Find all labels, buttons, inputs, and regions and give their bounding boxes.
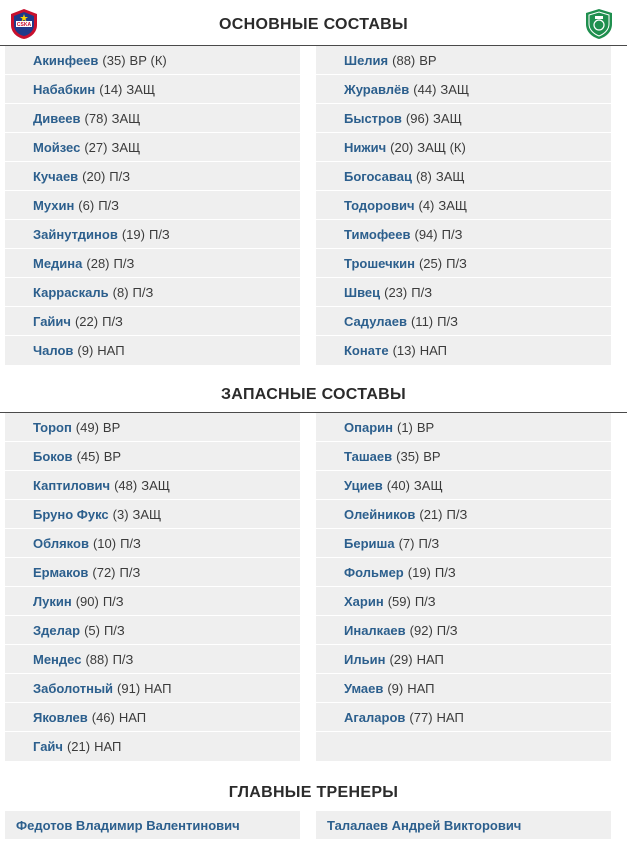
player-row[interactable] [5,587,300,616]
player-number: (25) [418,255,443,271]
player-name[interactable]: Карраскаль [33,284,109,300]
player-name[interactable]: Гайич [33,313,71,329]
player-name[interactable]: Каптилович [33,477,111,493]
player-number: (46) [91,709,115,725]
player-number: (92) [409,622,433,638]
player-position: ЗАЩ [126,81,156,97]
player-name[interactable]: Трошечкин [344,255,415,271]
player-name[interactable]: Журавлёв [344,81,410,97]
player-row[interactable] [316,558,611,587]
player-row[interactable] [5,500,300,529]
player-number: (19) [121,226,145,242]
player-position: ЗАЩ [111,110,141,126]
player-name[interactable]: Тороп [33,419,72,435]
away-lineup-list [316,46,611,365]
player-position: П/З [132,284,154,300]
player-number: (20) [390,139,414,155]
player-row[interactable] [5,732,300,761]
player-position: ЗАЩ [435,168,465,184]
player-number: (9) [77,343,94,358]
player-position: П/З [446,506,468,522]
player-name[interactable]: Заболотный [33,680,114,696]
player-position: П/З [436,622,458,638]
player-name[interactable]: Богосавац [344,168,412,184]
player-number: (9) [387,680,404,696]
player-number: (59) [387,593,411,609]
player-number: (77) [409,709,433,725]
player-number: (1) [396,419,413,435]
player-name[interactable]: Фольмер [344,564,404,580]
player-position: ВР (К) [129,52,167,68]
player-position: ЗАЩ [132,506,162,522]
player-row[interactable] [5,249,300,278]
player-position: П/З [102,313,123,329]
player-row[interactable] [316,104,611,133]
player-row[interactable] [5,413,300,442]
player-name[interactable]: Олейников [344,506,416,522]
player-name[interactable]: Быстров [344,110,402,126]
away-coach[interactable]: Талалаев Андрей Викторович [316,811,611,839]
player-position: ЗАЩ [111,139,141,155]
player-name[interactable]: Бруно Фукс [33,506,109,522]
player-row[interactable] [5,220,300,249]
player-number: (3) [112,506,129,522]
player-number: (91) [117,680,141,696]
player-position: П/З [103,622,125,638]
player-name[interactable]: Тодорович [344,197,415,213]
player-name[interactable]: Конате [344,343,389,358]
player-position: П/З [418,535,440,551]
player-position: ВР [416,419,435,435]
player-position: ЗАЩ (К) [417,139,466,155]
player-number: (22) [74,313,99,329]
player-name[interactable]: Харин [344,593,384,609]
player-position: П/З [148,226,170,242]
starting-lineups-header [0,0,627,46]
player-position: П/З [434,564,456,580]
player-name[interactable]: Медина [33,255,83,271]
player-number: (4) [418,197,435,213]
player-position: П/З [437,313,458,329]
player-name[interactable]: Дивеев [33,110,81,126]
player-number: (27) [84,139,108,155]
player-name[interactable]: Иналкаев [344,622,406,638]
player-number: (88) [85,651,109,667]
player-position: П/З [446,255,467,271]
player-name[interactable]: Опарин [344,419,393,435]
player-position: ВР [423,448,441,464]
player-row[interactable] [316,703,611,732]
player-name[interactable]: Ильин [344,651,386,667]
player-row[interactable] [5,191,300,220]
player-row[interactable] [316,336,611,365]
away-subs-list [316,413,611,761]
player-name[interactable]: Агаларов [344,709,406,725]
player-row[interactable] [5,162,300,191]
player-position: П/З [119,564,141,580]
player-row[interactable] [316,46,611,75]
player-position: ЗАЩ [438,197,468,213]
player-position: П/З [414,593,436,609]
player-row[interactable] [316,75,611,104]
player-row[interactable] [5,558,300,587]
player-row[interactable] [5,442,300,471]
player-position: ВР [419,52,437,68]
player-position: НАП [118,709,147,725]
player-number: (49) [75,419,99,435]
player-number: (8) [415,168,432,184]
player-number: (78) [84,110,108,126]
player-number: (10) [92,535,117,551]
player-number: (23) [384,284,408,300]
player-position: НАП [94,739,122,754]
section-title-substitutes: ЗАПАСНЫЕ СОСТАВЫ [220,386,406,403]
player-name[interactable]: Нижич [344,139,387,155]
player-name[interactable]: Тимофеев [344,226,411,242]
player-row[interactable] [5,674,300,703]
player-row[interactable] [5,104,300,133]
player-row[interactable] [316,220,611,249]
starting-lineups [0,46,627,365]
player-name[interactable]: Гайч [33,739,63,754]
player-position: НАП [436,709,464,725]
player-row[interactable] [316,529,611,558]
player-number: (90) [75,593,99,609]
player-number: (21) [66,739,91,754]
player-row[interactable] [5,336,300,365]
player-number: (5) [84,622,100,638]
player-row[interactable] [316,645,611,674]
player-name[interactable]: Садулаев [344,313,407,329]
player-row[interactable] [5,703,300,732]
player-name[interactable]: Мендес [33,651,82,667]
player-number: (8) [112,284,129,300]
player-name[interactable]: Швец [344,284,381,300]
player-name[interactable]: Обляков [33,535,89,551]
player-position: П/З [120,535,141,551]
player-name[interactable]: Умаев [344,680,384,696]
substitutes-lineups [0,413,627,761]
player-name[interactable]: Мухин [33,197,75,213]
player-name[interactable]: Зайнутдинов [33,226,118,242]
player-position: П/З [112,651,134,667]
player-row[interactable] [316,162,611,191]
player-name[interactable]: Яковлев [33,709,88,725]
player-number: (35) [396,448,420,464]
player-row[interactable] [316,278,611,307]
player-row[interactable] [316,133,611,162]
player-row[interactable] [5,616,300,645]
player-name[interactable]: Кучаев [33,168,79,184]
player-row[interactable] [5,75,300,104]
player-row[interactable] [316,616,611,645]
player-position: П/З [102,593,124,609]
player-position: П/З [411,284,433,300]
player-row [316,732,611,761]
player-row[interactable] [316,413,611,442]
svg-text:CSKA: CSKA [16,22,32,28]
coaches-header [0,769,627,809]
player-number: (7) [398,535,415,551]
section-title-starting: ОСНОВНЫЕ СОСТАВЫ [219,16,408,33]
player-name[interactable]: Зделар [33,622,81,638]
player-number: (88) [392,52,416,68]
player-position: П/З [441,226,463,242]
player-position: ЗАЩ [433,110,462,126]
player-number: (96) [405,110,430,126]
player-name[interactable]: Шелия [344,52,389,68]
coaches-row [0,811,627,839]
player-name[interactable]: Чалов [33,343,74,358]
player-name[interactable]: Набабкин [33,81,96,97]
player-row[interactable] [5,529,300,558]
player-position: НАП [419,343,447,358]
player-row[interactable] [5,307,300,336]
player-position: ВР [102,419,121,435]
player-row[interactable] [316,191,611,220]
player-number: (19) [407,564,431,580]
player-row[interactable] [316,442,611,471]
player-position: НАП [144,680,172,696]
home-lineup-list [5,46,300,365]
player-name[interactable]: Уциев [344,477,383,493]
player-row[interactable] [5,645,300,674]
player-name[interactable]: Ташаев [344,448,393,464]
player-name[interactable]: Мойзес [33,139,81,155]
player-number: (40) [386,477,410,493]
player-row[interactable] [5,278,300,307]
player-position: П/З [109,168,131,184]
player-number: (72) [92,564,116,580]
player-name[interactable]: Лукин [33,593,72,609]
player-row[interactable] [316,587,611,616]
akhmat-logo-icon[interactable] [584,8,614,40]
player-number: (35) [102,52,126,68]
player-position: НАП [97,343,125,358]
player-name[interactable]: Бериша [344,535,395,551]
player-number: (13) [392,343,416,358]
player-name[interactable]: Акинфеев [33,52,99,68]
player-row[interactable] [5,133,300,162]
player-position: НАП [416,651,444,667]
player-number: (21) [419,506,443,522]
player-position: ЗАЩ [440,81,470,97]
player-position: НАП [407,680,435,696]
section-title-coaches: ГЛАВНЫЕ ТРЕНЕРЫ [228,784,399,801]
player-name[interactable]: Боков [33,448,73,464]
player-number: (44) [413,81,437,97]
player-row[interactable] [316,307,611,336]
home-coach[interactable]: Федотов Владимир Валентинович [5,811,300,839]
player-number: (6) [78,197,95,213]
player-row[interactable] [5,46,300,75]
player-row[interactable] [316,674,611,703]
substitutes-header [0,373,627,413]
player-row[interactable] [316,249,611,278]
player-number: (45) [76,448,100,464]
player-number: (48) [114,477,138,493]
player-number: (29) [389,651,413,667]
player-number: (20) [82,168,106,184]
player-position: ВР [103,448,122,464]
player-position: ЗАЩ [141,477,170,493]
player-row[interactable] [316,471,611,500]
player-number: (94) [414,226,438,242]
player-position: ЗАЩ [413,477,443,493]
player-number: (14) [99,81,123,97]
home-subs-list [5,413,300,761]
player-number: (11) [410,313,434,329]
player-position: П/З [98,197,119,213]
player-row[interactable] [316,500,611,529]
player-name[interactable]: Ермаков [33,564,89,580]
player-position: П/З [113,255,135,271]
player-row[interactable] [5,471,300,500]
player-number: (28) [86,255,110,271]
